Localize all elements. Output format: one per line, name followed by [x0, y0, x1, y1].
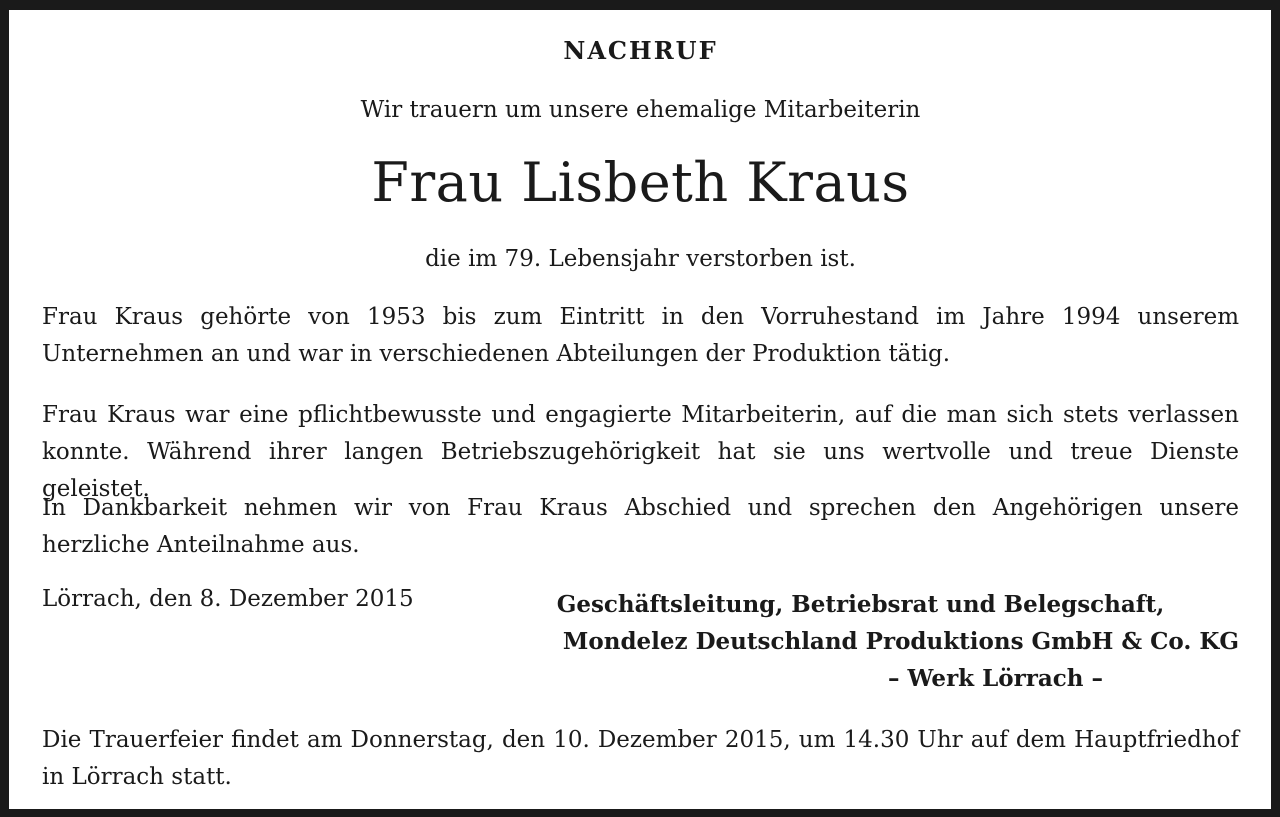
- notice-heading: NACHRUF: [563, 36, 718, 65]
- paragraph-condolence: In Dankbarkeit nehmen wir von Frau Kraus Abschied und sprechen den Angehörigen unsere herzliche Anteilnahme aus.: [42, 495, 1239, 558]
- age-line: die im 79. Lebensjahr verstorben ist.: [425, 246, 856, 272]
- deceased-name: Frau Lisbeth Kraus: [371, 151, 910, 214]
- paragraph-employment: Frau Kraus gehörte von 1953 bis zum Eintritt in den Vorruhestand im Jahre 1994 unserem Unternehmen an und war in verschiedenen Abteilungen der Produktion tätig.: [42, 304, 1239, 367]
- place-and-date: Lörrach, den 8. Dezember 2015: [42, 586, 414, 612]
- paragraph-character: Frau Kraus war eine pflichtbewusste und engagierte Mitarbeiterin, auf die man sich stets verlassen konnte. Während ihrer langen Betriebszugehörigkeit hat sie uns wertvolle und treue Dienste geleistet.: [42, 402, 1239, 502]
- signature-line-3: – Werk Lörrach –: [887, 665, 1104, 692]
- signature-line-2: Mondelez Deutschland Produktions GmbH & Co. KG: [562, 628, 1239, 655]
- intro-line: Wir trauern um unsere ehemalige Mitarbeiterin: [360, 97, 921, 123]
- signature-block: [542, 586, 1239, 697]
- funeral-info: Die Trauerfeier findet am Donnerstag, den 10. Dezember 2015, um 14.30 Uhr auf dem Hauptfriedhof in Lörrach statt.: [42, 727, 1239, 790]
- signature-line-1: Geschäftsleitung, Betriebsrat und Belegschaft,: [556, 591, 1165, 618]
